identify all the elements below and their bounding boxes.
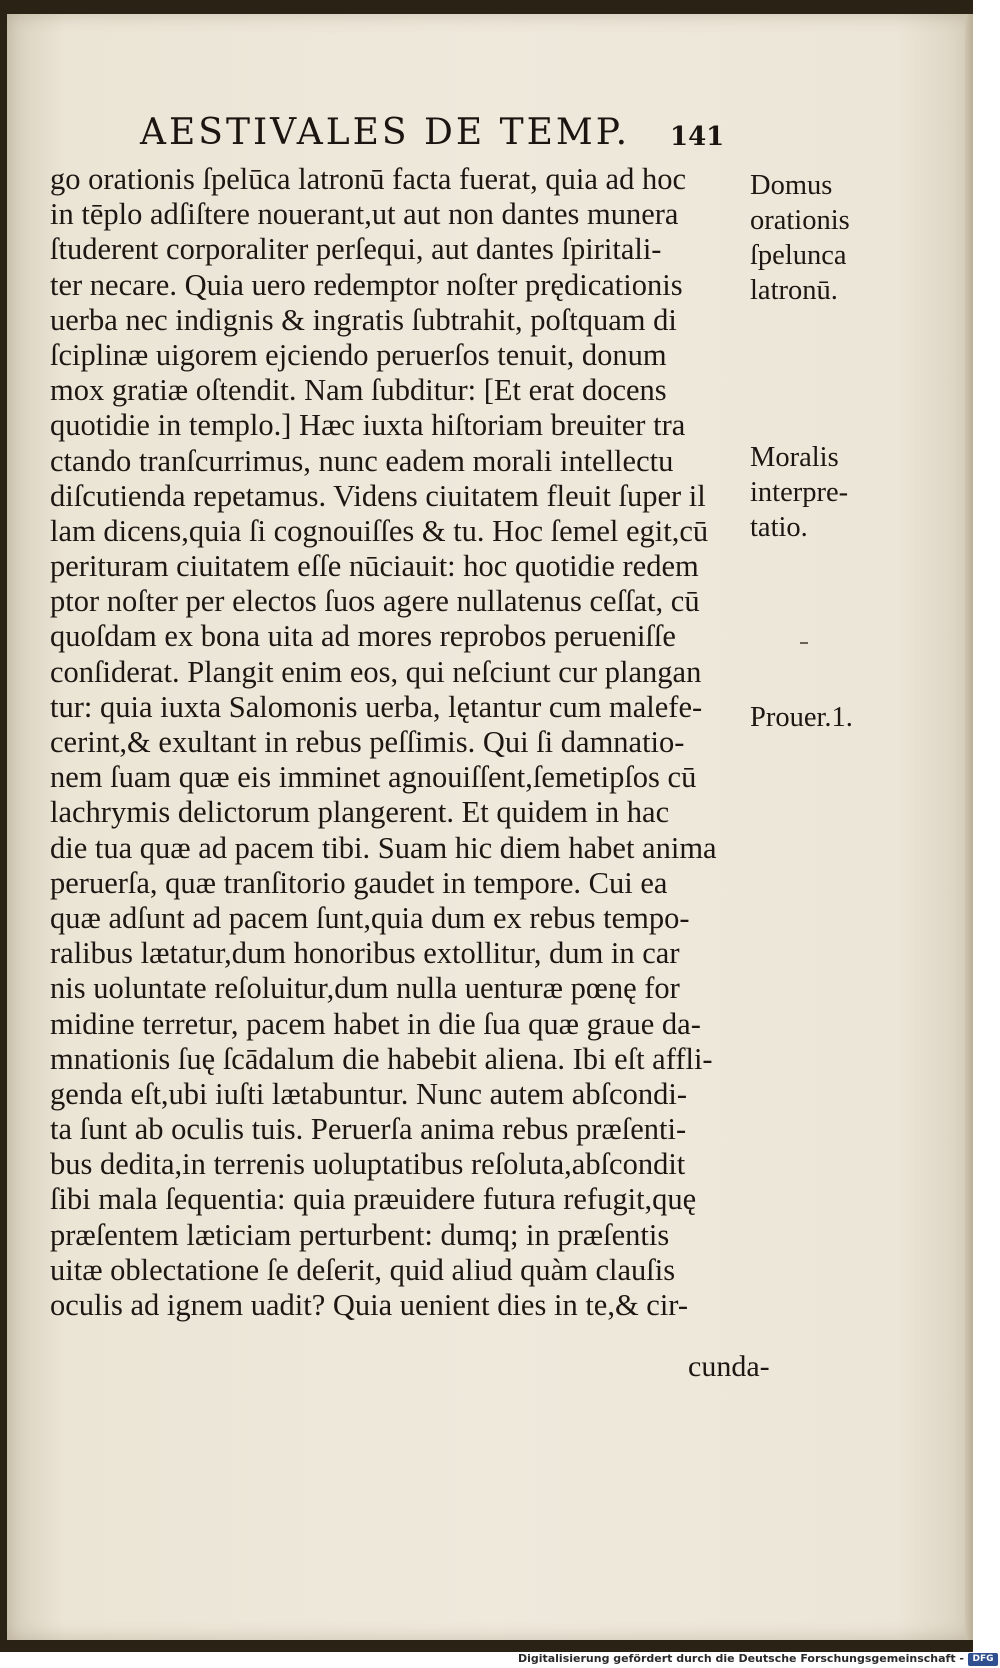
text-line: lam dicens,quia ſi cognouiſſes & tu. Hoc ſemel egit,cū — [50, 513, 709, 548]
text-line: nem ſuam quæ eis imminet agnouiſſent,ſemetipſos cū — [50, 760, 697, 795]
text-line: cerint,& exultant in rebus peſſimis. Qui ſi damnatio- — [50, 725, 685, 759]
margin-note-line: latronū. — [750, 275, 838, 306]
text-line: perituram ciuitatem eſſe nūciauit: hoc quotidie redem — [50, 549, 699, 584]
page-number: 141 — [670, 122, 725, 152]
funding-credit: Digitalisierung gefördert durch die Deutsche Forschungsgemeinschaft - — [517, 1652, 964, 1665]
text-line: bus dedita,in terrenis uoluptatibus reſoluta,abſcondit — [50, 1147, 686, 1182]
margin-note-moralis — [750, 440, 848, 545]
margin-note-line: Prouer.1. — [750, 702, 853, 733]
margin-note-prouer — [750, 700, 853, 735]
text-line: in tēplo adſiſtere nouerant,ut aut non dantes munera — [50, 197, 679, 232]
text-line: genda eſt,ubi iuſti lætabuntur. Nunc autem abſcondi- — [50, 1076, 687, 1111]
text-line: mnationis ſuę ſcādalum die habebit aliena. Ibi eſt affli- — [50, 1041, 713, 1076]
text-line: uerba nec indignis & ingratis ſubtrahit, poſtquam di — [50, 302, 677, 337]
text-line: lachrymis delictorum plangerent. Et quidem in hac — [50, 795, 670, 830]
margin-note-line: tatio. — [750, 512, 808, 543]
margin-note-line: Moralis — [750, 442, 839, 473]
text-line: ptor noſter per electos ſuos agere nullatenus ceſſat, cū — [50, 584, 700, 619]
stray-ink-mark — [800, 642, 808, 644]
text-line: nis uoluntate reſoluitur,dum nulla uenturæ pœnę for — [50, 971, 680, 1006]
text-line: ſciplinæ uigorem ejciendo peruerſos tenuit, donum — [50, 337, 667, 372]
text-line: quæ adſunt ad pacem ſunt,quia dum ex rebus tempo- — [50, 900, 690, 935]
text-line: die tua quæ ad pacem tibi. Suam hic diem habet anima — [50, 830, 717, 865]
margin-note-line: interpre- — [750, 477, 849, 508]
text-line: ſibi mala ſequentia: quia præuidere futura refugit,quę — [50, 1182, 697, 1217]
text-line: ralibus lætatur,dum honoribus extollitur, dum in car — [50, 936, 680, 971]
text-line: ter necare. Quia uero redemptor noſter prędicationis — [50, 267, 683, 302]
page-edge — [965, 14, 973, 1640]
margin-note-line: Domus — [750, 170, 833, 201]
text-line: ta ſunt ab oculis tuis. Peruerſa anima rebus præſenti- — [50, 1112, 687, 1147]
text-line: ctando tranſcurrimus, nunc eadem morali intellectu — [50, 443, 674, 478]
footer-bar — [0, 1652, 1000, 1668]
body-text — [50, 162, 740, 1323]
text-line: conſiderat. Plangit enim eos, qui neſciunt cur plangan — [50, 654, 702, 689]
text-line: midine terretur, pacem habet in die ſua quæ graue da- — [50, 1006, 701, 1041]
text-line: oculis ad ignem uadit? Quia uenient dies in te,& cir- — [50, 1288, 689, 1322]
text-line: peruerſa, quæ tranſitorio gaudet in tempore. Cui ea — [50, 865, 668, 900]
text-line: quotidie in templo.] Hæc iuxta hiſtoriam breuiter tra — [50, 408, 686, 443]
running-title: AESTIVALES DE TEMP. — [140, 112, 631, 153]
catchword: cunda- — [688, 1350, 770, 1383]
page-header — [140, 112, 760, 156]
text-line: quoſdam ex bona uita ad mores reprobos perueniſſe — [50, 619, 676, 654]
text-line: ſtuderent corporaliter perſequi, aut dantes ſpiritali- — [50, 232, 662, 267]
text-line: præſentem læticiam perturbent: dumq; in præſentis — [50, 1217, 670, 1252]
dfg-logo: DFG — [968, 1653, 998, 1666]
text-line: diſcutienda repetamus. Videns ciuitatem fleuit ſuper il — [50, 478, 706, 513]
text-line: go orationis ſpelūca latronū facta fuerat, quia ad hoc — [50, 162, 687, 196]
text-line: uitæ oblectatione ſe deſerit, quid aliud quàm clauſis — [50, 1252, 676, 1287]
text-line: tur: quia iuxta Salomonis uerba, lętantur cum malefe- — [50, 689, 703, 724]
margin-note-line: orationis — [750, 205, 850, 236]
margin-note-line: ſpelunca — [750, 240, 847, 271]
text-line: mox gratiæ oſtendit. Nam ſubditur: [Et erat docens — [50, 373, 667, 408]
margin-note-domus — [750, 168, 850, 308]
